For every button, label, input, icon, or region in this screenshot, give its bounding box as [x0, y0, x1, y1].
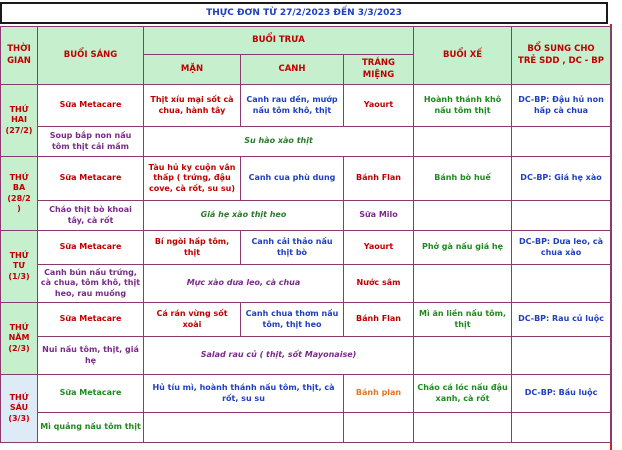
header-thoi-gian-line1: THỜI	[7, 44, 31, 55]
weekly-menu-table	[0, 26, 611, 443]
cell-sang[interactable]: Canh bún nấu trứng, cà chua, tôm khô, thịt heo, rau muống	[38, 265, 144, 303]
cell-empty[interactable]	[512, 337, 611, 375]
day-thursday[interactable]	[1, 303, 38, 375]
day-wednesday[interactable]	[1, 231, 38, 303]
day-friday[interactable]	[1, 375, 38, 443]
cell-bo-sung[interactable]: DC-BP: Rau củ luộc	[512, 303, 611, 337]
cell-empty[interactable]	[344, 413, 414, 443]
day-label-line: THỨ	[9, 250, 29, 260]
cell-trang-mieng[interactable]: Sữa Milo	[344, 201, 414, 231]
day-label-line: THỨ	[9, 172, 29, 182]
header-bo-sung-line1: BỔ SUNG CHO	[527, 44, 595, 55]
header-thoi-gian-line2: GIAN	[7, 55, 31, 66]
cell-empty[interactable]	[512, 201, 611, 231]
day-label-line: (28/2	[7, 193, 31, 203]
cell-sang[interactable]: Sữa Metacare	[38, 375, 144, 413]
day-label-line: HAI	[11, 115, 27, 125]
day-tuesday[interactable]	[1, 157, 38, 231]
cell-empty[interactable]	[512, 127, 611, 157]
day-label-line: BA	[12, 183, 26, 193]
cell-empty[interactable]	[414, 265, 512, 303]
cell-empty[interactable]	[144, 413, 344, 443]
header-buoi-trua[interactable]: BUỔI TRƯA	[144, 27, 414, 55]
header-trang-mieng[interactable]: TRÁNG MIỆNG	[344, 55, 414, 85]
cell-man[interactable]: Bí ngòi hấp tôm, thịt	[144, 231, 241, 265]
cell-trang-mieng[interactable]: Yaourt	[344, 85, 414, 127]
menu-title[interactable]: THỰC ĐƠN TỪ 27/2/2023 ĐẾN 3/3/2023	[0, 2, 608, 24]
header-bo-sung-line2: TRẺ SDD , DC - BP	[518, 55, 604, 66]
cell-bo-sung[interactable]: DC-BP: Đậu hủ non hấp cà chua	[512, 85, 611, 127]
day-label-line: (1/3)	[8, 271, 30, 281]
day-label-line: SÁU	[9, 403, 29, 413]
cell-trua[interactable]: Hủ tíu mì, hoành thánh nấu tôm, thịt, cà rốt, su su	[144, 375, 344, 413]
day-label-line: (27/2)	[5, 125, 33, 135]
cell-trua[interactable]: Su hào xào thịt	[144, 127, 414, 157]
cell-sang[interactable]: Sữa Metacare	[38, 157, 144, 201]
cell-trua[interactable]: Giá hẹ xào thịt heo	[144, 201, 344, 231]
cell-xe[interactable]: Bánh bò huế	[414, 157, 512, 201]
header-canh[interactable]: CANH	[241, 55, 344, 85]
cell-canh[interactable]: Canh rau dền, mướp nấu tôm khô, thịt	[241, 85, 344, 127]
cell-xe[interactable]: Hoành thánh khô nấu tôm thịt	[414, 85, 512, 127]
cell-man[interactable]: Cá rán vừng sốt xoài	[144, 303, 241, 337]
cell-sang[interactable]: Cháo thịt bò khoai tây, cà rốt	[38, 201, 144, 231]
cell-empty[interactable]	[414, 127, 512, 157]
cell-empty[interactable]	[414, 201, 512, 231]
cell-man[interactable]: Tàu hủ ky cuộn vân thấp ( trứng, đậu cove, cà rốt, su su)	[144, 157, 241, 201]
cell-empty[interactable]	[414, 337, 512, 375]
cell-sang[interactable]: Nui nấu tôm, thịt, giá hẹ	[38, 337, 144, 375]
cell-canh[interactable]: Canh cua phù dung	[241, 157, 344, 201]
cell-canh[interactable]: Canh chua thơm nấu tôm, thịt heo	[241, 303, 344, 337]
cell-xe[interactable]: Phở gà nấu giá hẹ	[414, 231, 512, 265]
header-buoi-xe[interactable]: BUỔI XẾ	[414, 27, 512, 85]
day-label-line: THỨ	[9, 104, 29, 114]
cell-trang-mieng[interactable]: Bánh Flan	[344, 157, 414, 201]
cell-trang-mieng[interactable]: Nước sâm	[344, 265, 414, 303]
cell-canh[interactable]: Canh cải thảo nấu thịt bò	[241, 231, 344, 265]
cell-trua[interactable]: Salad rau củ ( thịt, sốt Mayonaise)	[144, 337, 414, 375]
day-label-line: NĂM	[8, 333, 30, 343]
cell-man[interactable]: Thịt xíu mại sốt cà chua, hành tây	[144, 85, 241, 127]
cell-bo-sung[interactable]: DC-BP: Dưa leo, cà chua xào	[512, 231, 611, 265]
day-label-line: TƯ	[12, 261, 26, 271]
cell-xe[interactable]: Cháo cá lóc nấu đậu xanh, cà rốt	[414, 375, 512, 413]
cell-xe[interactable]: Mì ăn liền nấu tôm, thịt	[414, 303, 512, 337]
cell-sang[interactable]: Mì quảng nấu tôm thịt	[38, 413, 144, 443]
cell-sang[interactable]: Sữa Metacare	[38, 85, 144, 127]
cell-sang[interactable]: Soup bắp non nấu tôm thịt cải mầm	[38, 127, 144, 157]
cell-trang-mieng[interactable]: Yaourt	[344, 231, 414, 265]
header-thoi-gian[interactable]	[1, 27, 38, 85]
header-bo-sung[interactable]	[512, 27, 611, 85]
cell-trang-mieng[interactable]: Bánh plan	[344, 375, 414, 413]
day-label-line: (2/3)	[8, 343, 30, 353]
cell-sang[interactable]: Sữa Metacare	[38, 231, 144, 265]
cell-empty[interactable]	[512, 265, 611, 303]
cell-bo-sung[interactable]: DC-BP: Giá hẹ xào	[512, 157, 611, 201]
day-label-line: THỨ	[9, 322, 29, 332]
cell-trua[interactable]: Mực xào dưa leo, cà chua	[144, 265, 344, 303]
day-label-line: )	[17, 203, 21, 213]
day-label-line: (3/3)	[8, 413, 30, 423]
cell-trang-mieng[interactable]: Bánh Flan	[344, 303, 414, 337]
day-label-line: THỨ	[9, 392, 29, 402]
cell-bo-sung[interactable]: DC-BP: Bầu luộc	[512, 375, 611, 413]
cell-sang[interactable]: Sữa Metacare	[38, 303, 144, 337]
day-monday[interactable]	[1, 85, 38, 157]
header-man[interactable]: MẶN	[144, 55, 241, 85]
cell-empty[interactable]	[414, 413, 512, 443]
cell-empty[interactable]	[512, 413, 611, 443]
header-buoi-sang[interactable]: BUỔI SÁNG	[38, 27, 144, 85]
